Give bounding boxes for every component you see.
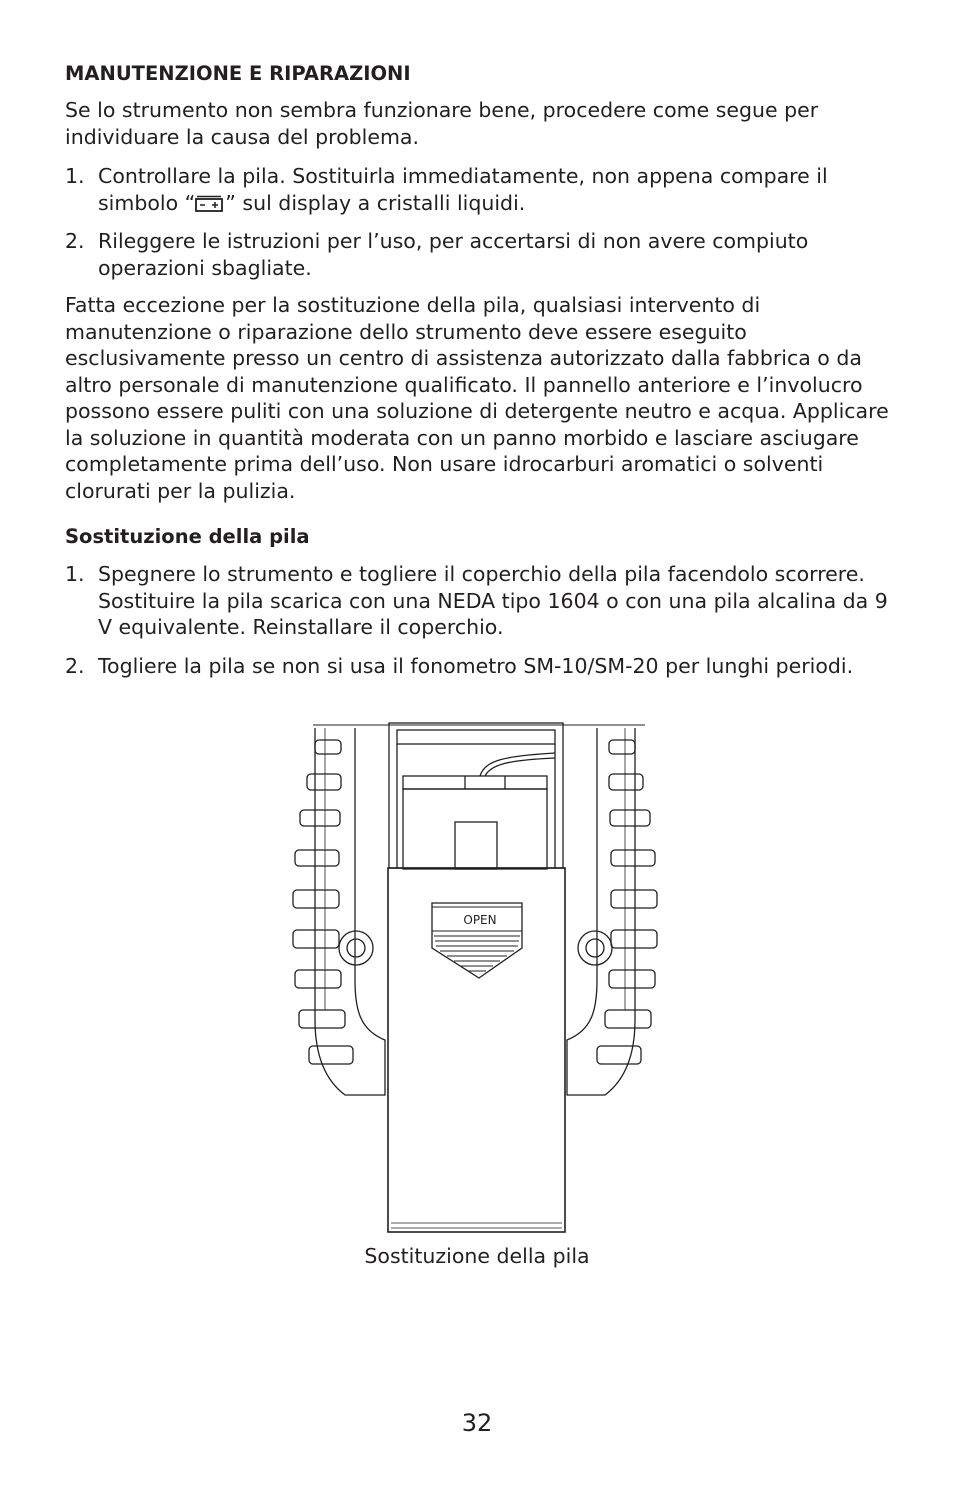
section-title: MANUTENZIONE E RIPARAZIONI xyxy=(65,62,411,85)
list-text: Controllare la pila. Sostituirla immediatamente, non appena compare il simbolo “ ” sul display a cristalli liquidi. xyxy=(98,164,828,215)
list-number: 2. xyxy=(65,654,85,678)
battery-replacement-illustration xyxy=(285,720,665,1240)
page-number: 32 xyxy=(461,1409,493,1437)
list-text: Rileggere le istruzioni per l’uso, per accertarsi di non avere compiuto operazioni sbagliate. xyxy=(98,229,809,280)
open-label: OPEN xyxy=(463,913,497,927)
list-text: Togliere la pila se non si usa il fonometro SM-10/SM-20 per lunghi periodi. xyxy=(98,654,854,678)
list-text: Spegnere lo strumento e togliere il coperchio della pila facendolo scorrere. Sostituire la pila scarica con una NEDA tipo 1604 o con una pila alcalina da 9 V equivalente. Reinstallare il coperchio. xyxy=(98,562,888,639)
list-number: 1. xyxy=(65,562,85,586)
figure-caption: Sostituzione della pila xyxy=(364,1244,590,1268)
list-item xyxy=(65,163,895,216)
battery-section-title: Sostituzione della pila xyxy=(65,525,310,548)
list-item xyxy=(65,561,895,641)
list-item xyxy=(65,228,895,281)
list-number: 2. xyxy=(65,229,85,253)
list-number: 1. xyxy=(65,164,85,188)
list-item xyxy=(65,653,895,680)
cover-grip-lines xyxy=(434,936,520,971)
maintenance-paragraph: Fatta eccezione per la sostituzione della pila, qualsiasi intervento di manutenzione o riparazione dello strumento deve essere eseguito esclusivamente presso un centro di assistenza autorizzato dalla fabbrica o da altro personale di manutenzione qualificato. Il pannello anteriore e l’involucro possono essere puliti con una soluzione di detergente neutro e acqua. Applicare la soluzione in quantità moderata con un panno morbido e lasciare asciugare completamente prima dell’uso. Non usare idrocarburi aromatici o solventi clorurati per la pulizia. xyxy=(65,293,889,503)
intro-paragraph: Se lo strumento non sembra funzionare bene, procedere come segue per individuare la causa del problema. xyxy=(65,98,819,149)
battery-icon xyxy=(195,195,225,213)
